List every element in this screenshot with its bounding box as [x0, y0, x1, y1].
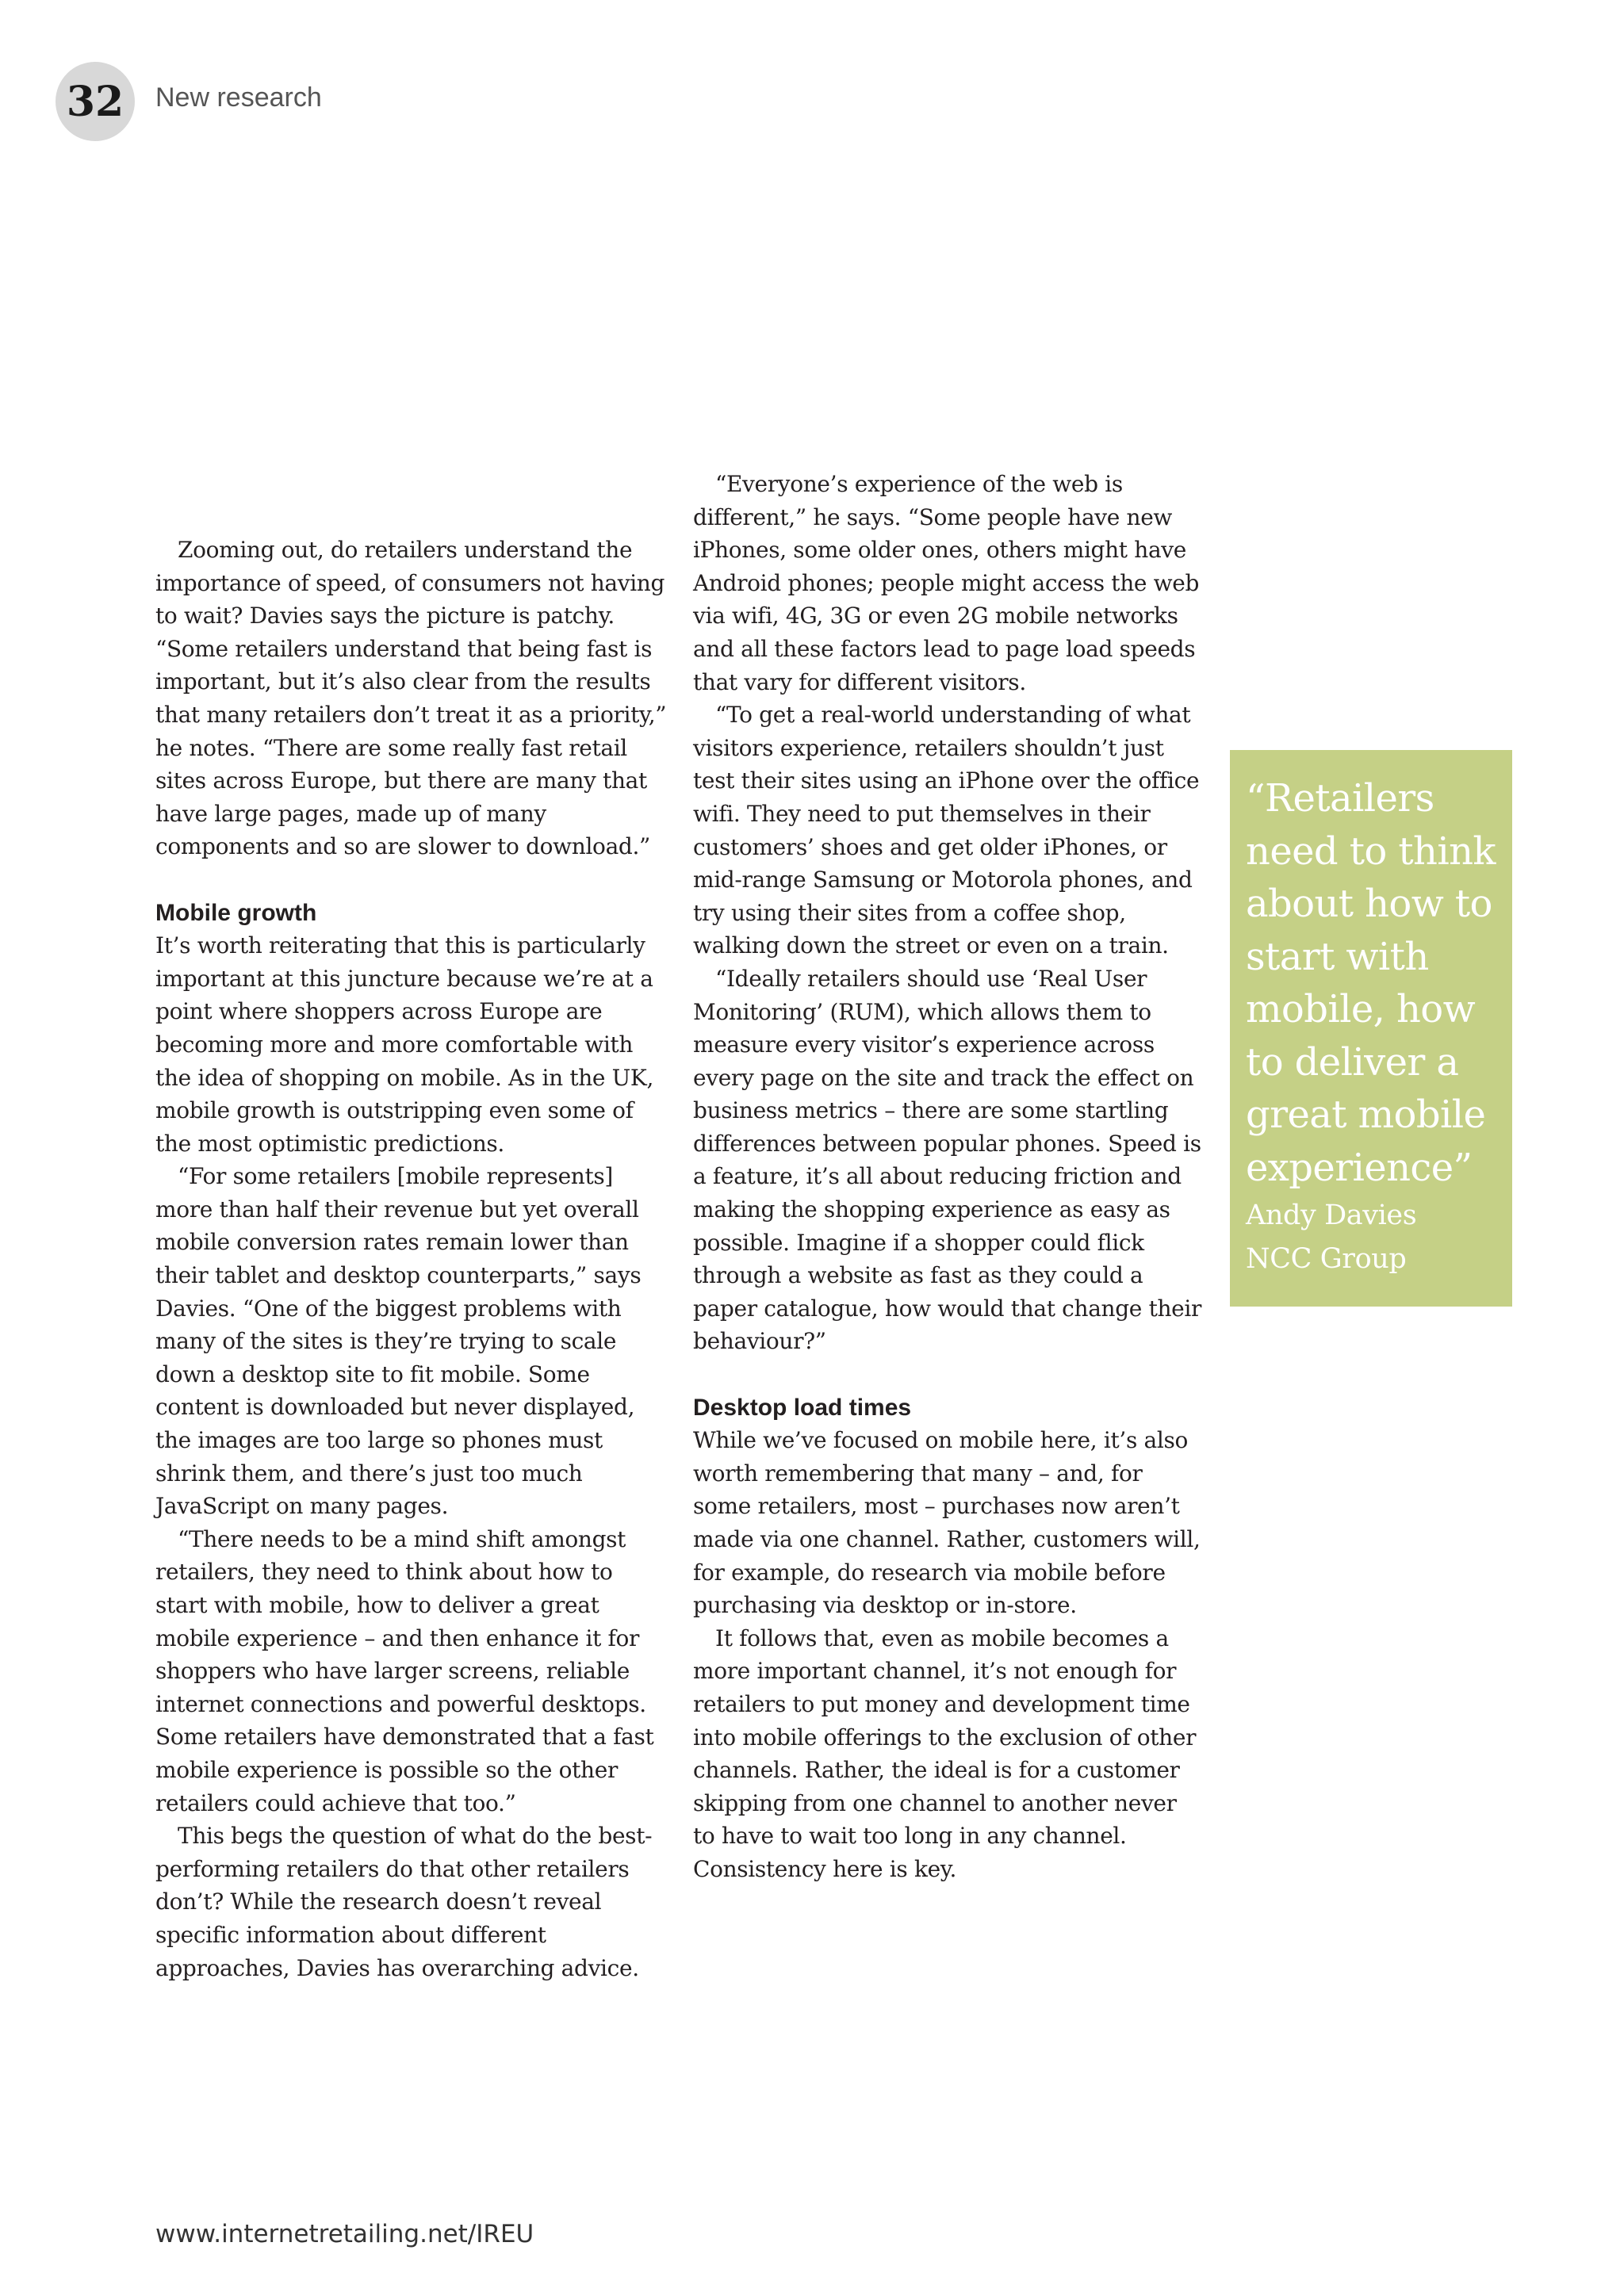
paragraph: It follows that, even as mobile becomes a more important channel, it’s not enough for retailers to put money and development time into mobile offerings to the exclusion of other channels. Rather, the ideal is for a customer skipping from one channel to another never to have to wait too long in any channel. Consistency here is key. — [693, 1624, 1197, 1882]
quote-attribution-name: Andy Davies — [1246, 1200, 1417, 1231]
pull-quote-text: “Retailers need to think about how to start with mobile, how to deliver a great mobile experience” — [1246, 776, 1496, 1190]
paragraph: It’s worth reiterating that this is particularly important at this juncture because we’re at a point where shoppers across Europe are becoming more and more comfortable with the idea of shopping on mobile. As in the UK, mobile growth is outstripping even some of the most optimistic predictions. — [155, 932, 654, 1157]
subheading-desktop-load-times: Desktop load times — [693, 1394, 912, 1421]
section-title: New research — [155, 82, 322, 113]
paragraph: “There needs to be a mind shift amongst retailers, they need to think about how to start with mobile, how to deliver a great mobile experience – and then enhance it for shoppers who have larger screens, reliable internet connections and powerful desktops. Some retailers have demonstrated that a fast mobile experience is possible so the other retailers could achieve that too.” — [155, 1525, 654, 1816]
paragraph: “To get a real-world understanding of what visitors experience, retailers shouldn’t just test their sites using an iPhone over the office wifi. They need to put themselves in their customers’ shoes and get older iPhones, or mid-range Samsung or Motorola phones, and try using their sites from a coffee shop, walking down the street or even on a train. — [693, 702, 1200, 959]
article-column-middle — [693, 468, 1205, 1886]
subheading-mobile-growth: Mobile growth — [155, 899, 317, 926]
footer-url: www.internetretailing.net/IREU — [155, 2220, 534, 2248]
paragraph: “Ideally retailers should use ‘Real User Monitoring’ (RUM), which allows them to measure every visitor’s experience across every page on the site and track the effect on business metrics – there are some startling differences between popular phones. Speed is a feature, it’s all about reducing friction and making the shopping experience as easy as possible. Imagine if a shopper could flick through a website as fast as they could a paper catalogue, how would that change their behaviour?” — [693, 965, 1202, 1355]
article-column-left — [155, 534, 671, 1984]
page-number-badge — [56, 62, 135, 141]
pull-quote-box — [1230, 750, 1512, 1307]
paragraph: While we’ve focused on mobile here, it’s also worth remembering that many – and, for some retailers, most – purchases now aren’t made via one channel. Rather, customers will, for example, do research via mobile before purchasing via desktop or in-store. — [693, 1427, 1201, 1619]
paragraph: Zooming out, do retailers understand the importance of speed, of consumers not having to wait? Davies says the picture is patchy. “Some retailers understand that being fast is important, but it’s also clear from the results that many retailers don’t treat it as a priority,” he notes. “There are some really fast retail sites across Europe, but there are many that have large pages, made up of many components and so are slower to download.” — [155, 537, 667, 860]
page-number: 32 — [66, 77, 124, 126]
paragraph: “For some retailers [mobile represents] more than half their revenue but yet overall mobile conversion rates remain lower than their tablet and desktop counterparts,” says Davies. “One of the biggest problems with many of the sites is they’re trying to scale down a desktop site to fit mobile. Some content is downloaded but never displayed, the images are too large so phones must shrink them, and there’s just too much JavaScript on many pages. — [155, 1163, 642, 1520]
quote-attribution-company: NCC Group — [1246, 1243, 1407, 1275]
paragraph: “Everyone’s experience of the web is different,” he says. “Some people have new iPhones, some older ones, others might have Android phones; people might access the web via wifi, 4G, 3G or even 2G mobile networks and all these factors lead to page load speeds that vary for different visitors. — [693, 471, 1200, 695]
paragraph: This begs the question of what do the best-performing retailers do that other retailers don’t? While the research doesn’t reveal specific information about different approaches, Davies has overarching advice. — [155, 1823, 653, 1981]
